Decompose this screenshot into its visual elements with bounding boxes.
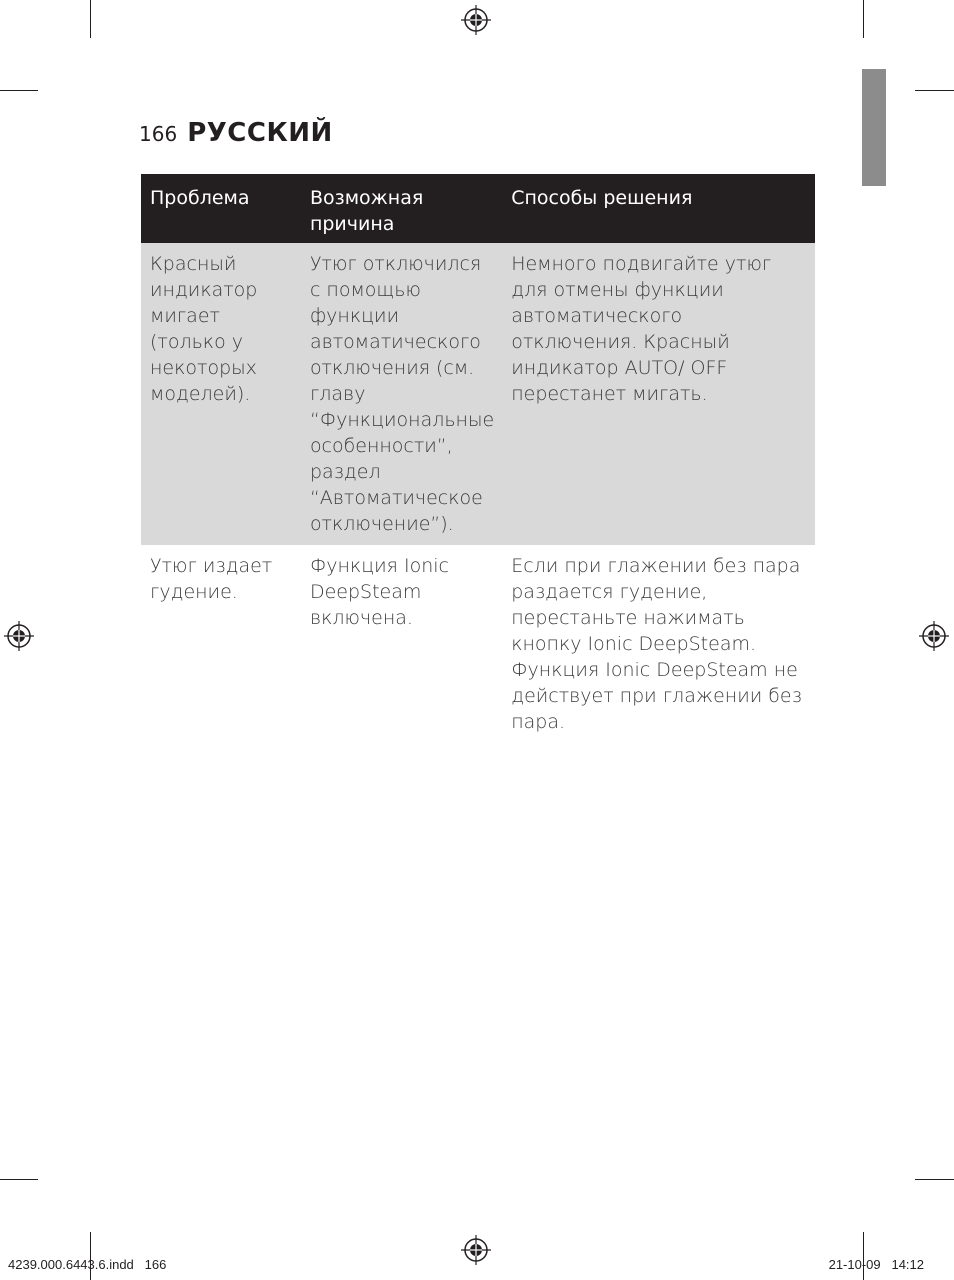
registration-mark-icon [461,5,491,35]
footer-file-info: 4239.000.6443.6.indd 166 [8,1257,167,1272]
crop-mark-bottom-right-h [915,1179,954,1180]
crop-mark-bottom-left [90,1232,91,1280]
troubleshooting-table [141,174,815,743]
crop-mark-top-left-h [0,90,38,91]
table-header-row [141,174,815,243]
column-header-cause: Возможная причина [301,174,502,243]
language-side-tab [862,69,886,186]
solution-cell: Если при глажении без пара раздается гудение, перестаньте нажимать кнопку Ionic DeepSteam. Функция Ionic DeepSteam не действует при глажении без пара. [502,545,815,743]
registration-mark-icon [4,621,34,651]
column-header-problem: Проблема [141,174,301,243]
cause-cell: Функция Ionic DeepSteam включена. [301,545,502,743]
registration-mark-icon [461,1235,491,1265]
crop-mark-top-left [90,0,91,38]
page-header [139,118,333,148]
table-row [141,243,815,545]
column-header-solution: Способы решения [502,174,815,243]
footer-date-time: 21-10-09 14:12 [828,1257,924,1272]
cause-cell: Утюг отключился с помощью функции автоматического отключения (см. главу “Функциональные особенности”, раздел “Автоматическое отключение”). [301,243,502,545]
page-number: 166 [139,122,178,146]
problem-cell: Красный индикатор мигает (только у некоторых моделей). [141,243,301,545]
crop-mark-top-right-h [915,90,954,91]
problem-cell: Утюг издает гудение. [141,545,301,743]
registration-mark-icon [919,621,949,651]
solution-cell: Немного подвигайте утюг для отмены функции автоматического отключения. Красный индикатор AUTO/ OFF перестанет мигать. [502,243,815,545]
language-title: РУССКИЙ [187,118,333,148]
crop-mark-bottom-left-h [0,1179,38,1180]
crop-mark-bottom-right [863,1232,864,1280]
table-row [141,545,815,743]
crop-mark-top-right [863,0,864,38]
